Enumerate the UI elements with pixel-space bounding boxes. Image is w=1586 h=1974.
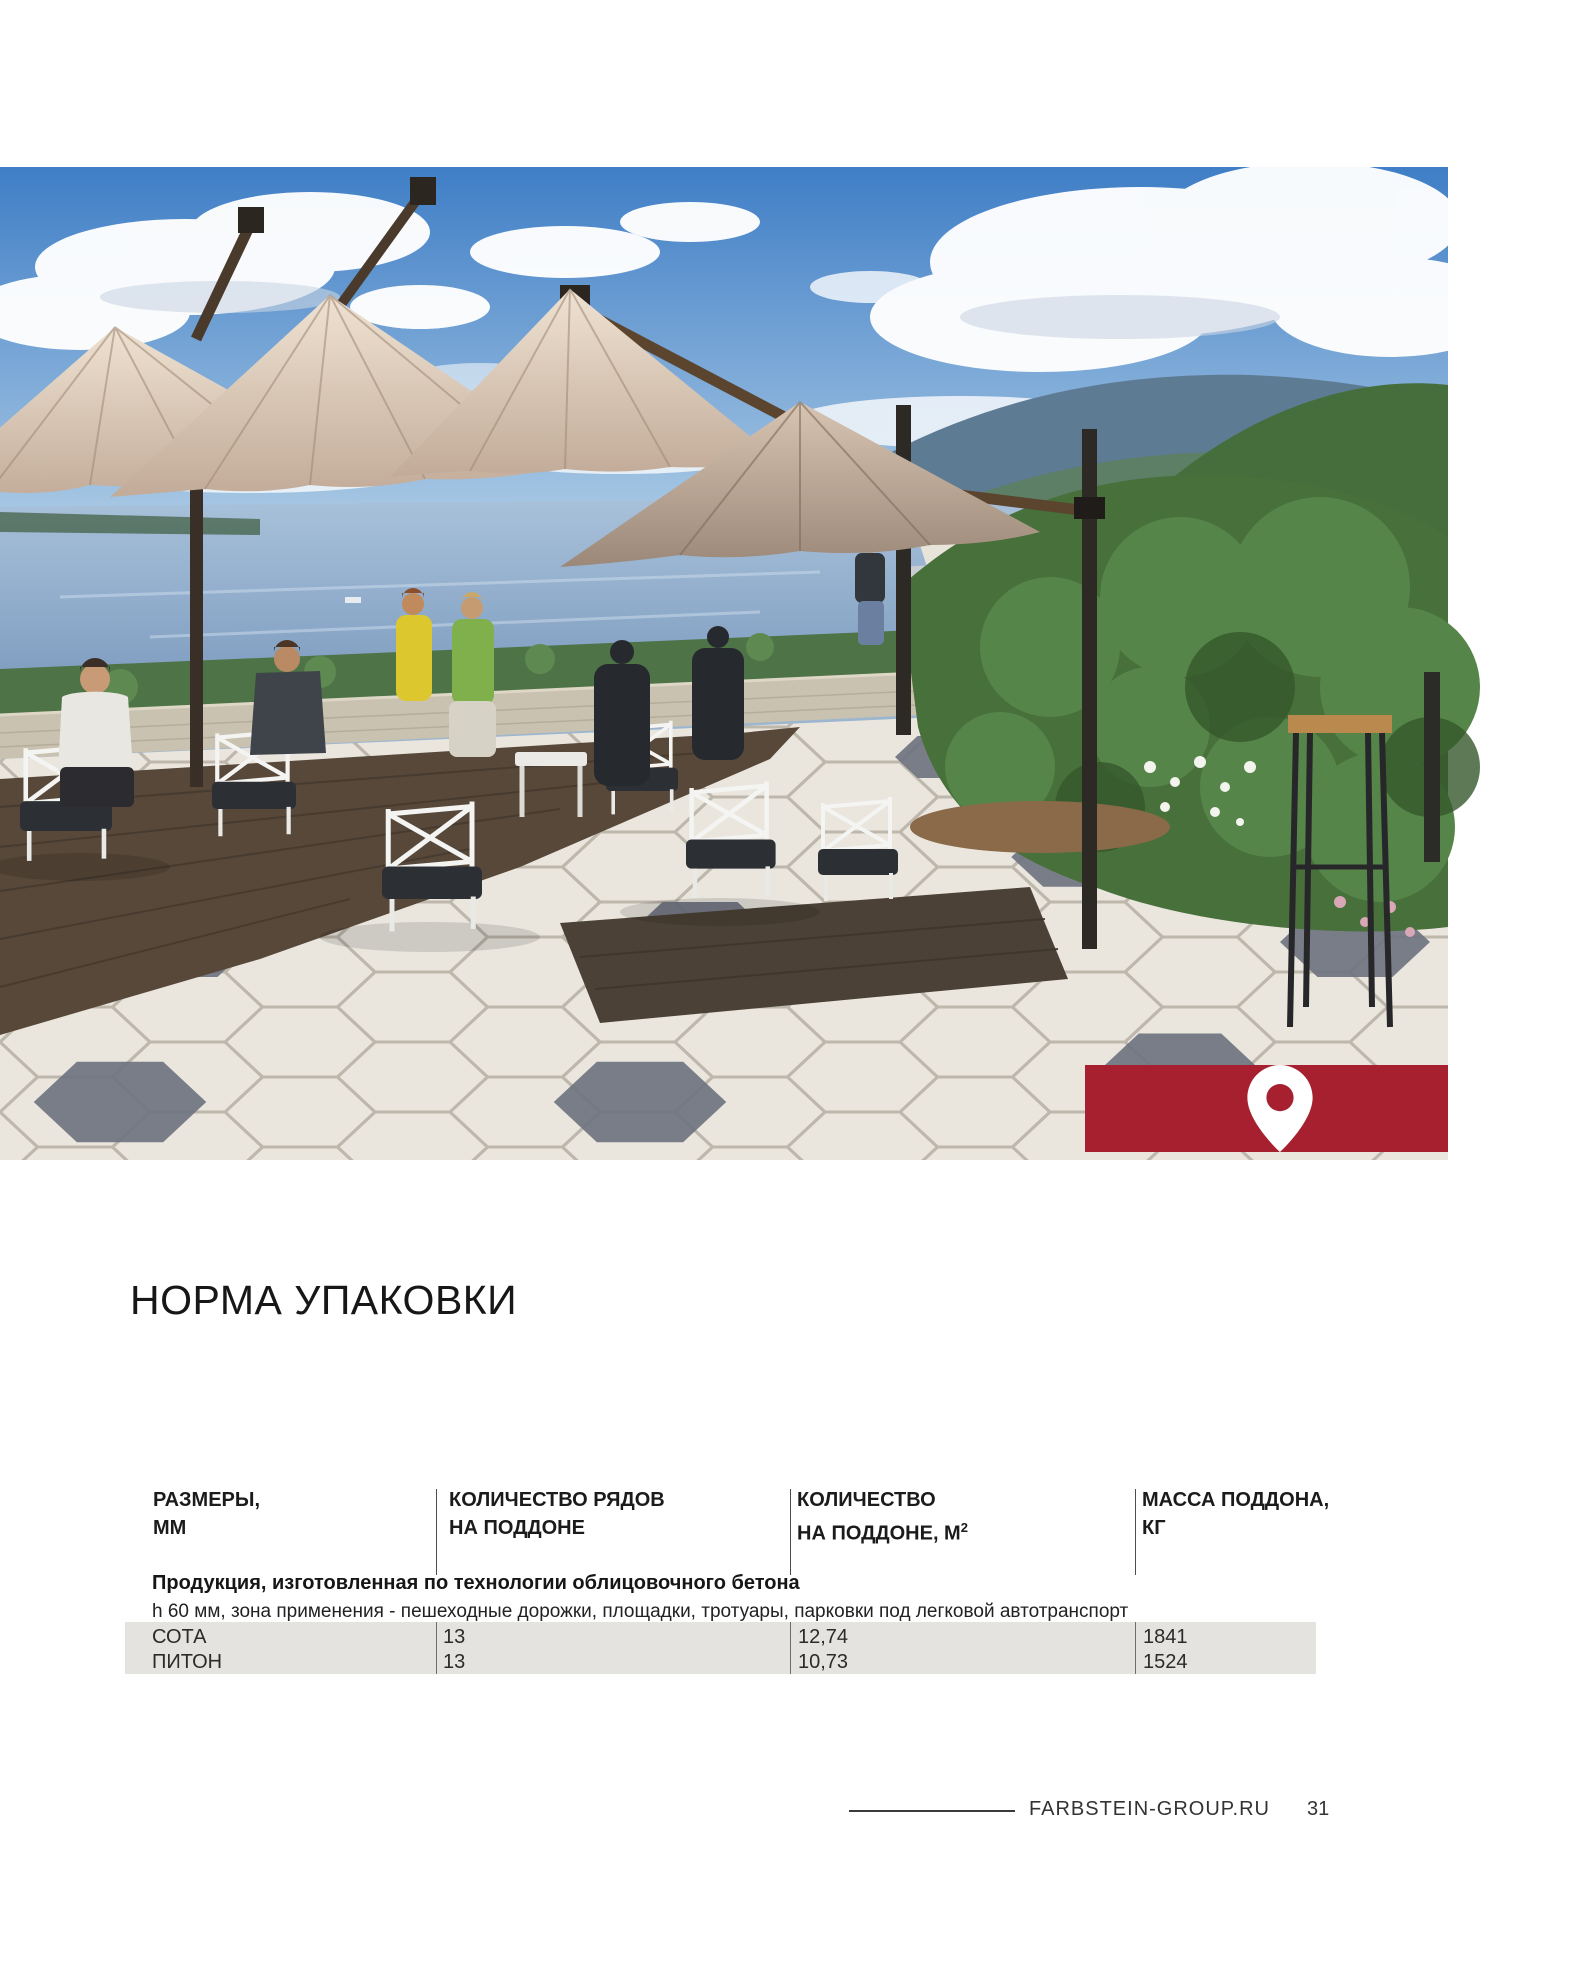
col-header-rows-per-pallet: КОЛИЧЕСТВО РЯДОВ НА ПОДДОНЕ	[449, 1489, 665, 1539]
header-divider-1	[436, 1489, 437, 1575]
badge-city: Самара.	[1461, 1068, 1544, 1091]
row-piton-weight: 1524	[1143, 1651, 1188, 1673]
row-sota-weight: 1841	[1143, 1626, 1188, 1648]
boat	[345, 597, 361, 603]
terrace-photo	[0, 167, 1586, 1160]
product-group-subtitle: h 60 мм, зона применения - пешеходные дорожки, площадки, тротуары, парковки под легковой автотранспорт	[152, 1601, 1129, 1622]
row-piton-area: 10,73	[798, 1651, 849, 1673]
footer-page-number: 31	[1307, 1798, 1330, 1820]
header-divider-3	[1135, 1489, 1136, 1575]
terrace-photo-art	[0, 167, 1448, 1160]
row-sota-area: 12,74	[798, 1626, 849, 1648]
col-header-qty-per-pallet: КОЛИЧЕСТВО НА ПОДДОНЕ, $М^2$	[797, 1489, 968, 1545]
row-piton-name: ПИТОН	[152, 1651, 223, 1673]
col-header-sizes: РАЗМЕРЫ, ММ	[153, 1489, 261, 1539]
row-piton-rows: 13	[443, 1651, 466, 1673]
row-divider-2	[790, 1622, 791, 1674]
post	[1424, 672, 1440, 862]
superscript-2: 2	[960, 1520, 968, 1535]
row-sota-rows: 13	[443, 1626, 466, 1648]
header-divider-2	[790, 1489, 791, 1575]
location-badge	[1085, 1065, 1586, 1152]
mulch	[910, 801, 1170, 853]
row-sota-name: СОТА	[152, 1626, 207, 1648]
table-rows	[125, 1622, 1316, 1674]
product-group-title: Продукция, изготовленная по технологии облицовочного бетона	[152, 1572, 800, 1594]
badge-place: Вертолетная площадка	[1461, 1097, 1586, 1149]
location-badge-text	[1461, 1065, 1586, 1152]
row-divider-1	[436, 1622, 437, 1674]
location-pin-icon	[1112, 1065, 1448, 1152]
page-title: НОРМА УПАКОВКИ	[130, 1277, 518, 1323]
row-divider-3	[1135, 1622, 1136, 1674]
footer-website: FARBSTEIN-GROUP.RU	[1029, 1798, 1270, 1820]
col-header-pallet-weight: МАССА ПОДДОНА, КГ	[1142, 1489, 1330, 1539]
footer-rule	[849, 1810, 1015, 1812]
